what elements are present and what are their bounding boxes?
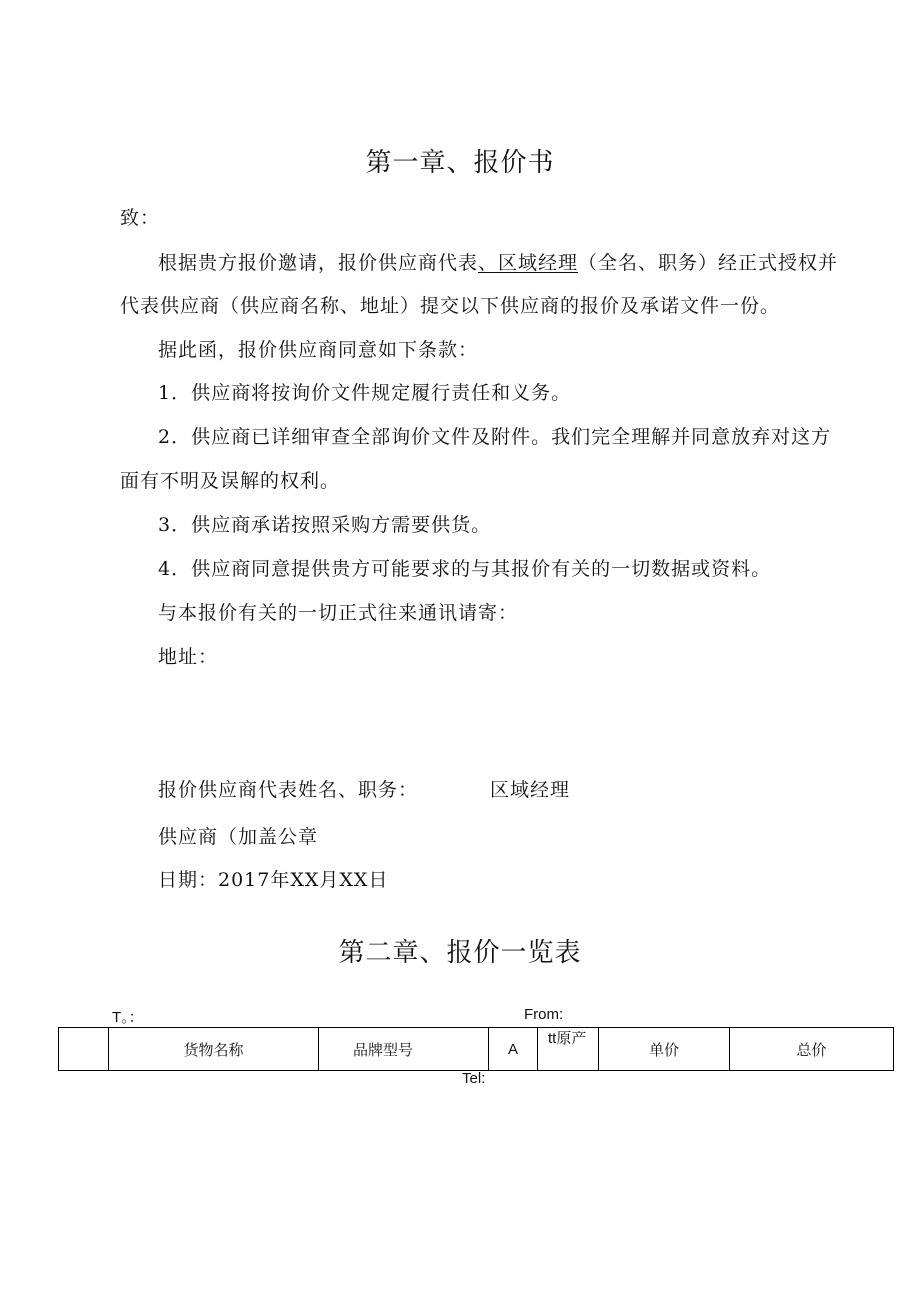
representative-label: 报价供应商代表姓名、职务： [158, 779, 419, 801]
p1-text-a: 根据贵方报价邀请，报价供应商代表 [158, 252, 479, 274]
salutation: 致： [120, 207, 161, 229]
table-header-a: A [489, 1028, 538, 1071]
tel-label: Tel: [462, 1070, 486, 1087]
clause-2-line-1: 2．供应商已详细审查全部询价文件及附件。我们完全理解并同意放弃对这方 [158, 426, 832, 448]
address-label: 地址： [158, 646, 219, 668]
quote-table [58, 1027, 894, 1071]
p1-text-b: （全名、职务）经正式授权并 [578, 252, 839, 274]
table-header-unit-price: 单价 [599, 1028, 730, 1071]
table-header-brand-model: 品牌型号 [319, 1028, 489, 1071]
clause-4: 4．供应商同意提供贵方可能要求的与其报价有关的一切数据或资料。 [158, 558, 772, 580]
representative-value: 区域经理 [490, 779, 571, 801]
chapter1-title: 第一章、报价书 [365, 148, 555, 178]
from-label: From: [524, 1006, 564, 1023]
table-header-goods-name: 货物名称 [109, 1028, 319, 1071]
clause-1: 1．供应商将按询价文件规定履行责任和义务。 [158, 382, 572, 404]
table-header-total-price: 总价 [730, 1028, 894, 1071]
origin-cell-text: tt原产 [548, 1031, 587, 1047]
table-header-row [59, 1028, 894, 1071]
clause-3: 3．供应商承诺按照采购方需要供货。 [158, 514, 492, 536]
date-line: 日期：2017年XX月XX日 [158, 869, 389, 891]
chapter2-title: 第二章、报价一览表 [338, 938, 582, 968]
to-label: T。： [112, 1009, 144, 1026]
paragraph-1-line-2: 代表供应商（供应商名称、地址）提交以下供应商的报价及承诺文件一份。 [120, 295, 781, 317]
table-header-origin [538, 1028, 599, 1071]
correspondence-note: 与本报价有关的一切正式往来通讯请寄： [158, 602, 519, 624]
supplier-seal-line: 供应商（加盖公章 [158, 826, 319, 848]
paragraph-2: 据此函，报价供应商同意如下条款： [158, 339, 479, 361]
table-header-blank [59, 1028, 109, 1071]
paragraph-1-line-1 [158, 248, 838, 275]
clause-2-line-2: 面有不明及误解的权利。 [120, 470, 341, 492]
p1-representative-title: 、区域经理 [478, 252, 579, 274]
